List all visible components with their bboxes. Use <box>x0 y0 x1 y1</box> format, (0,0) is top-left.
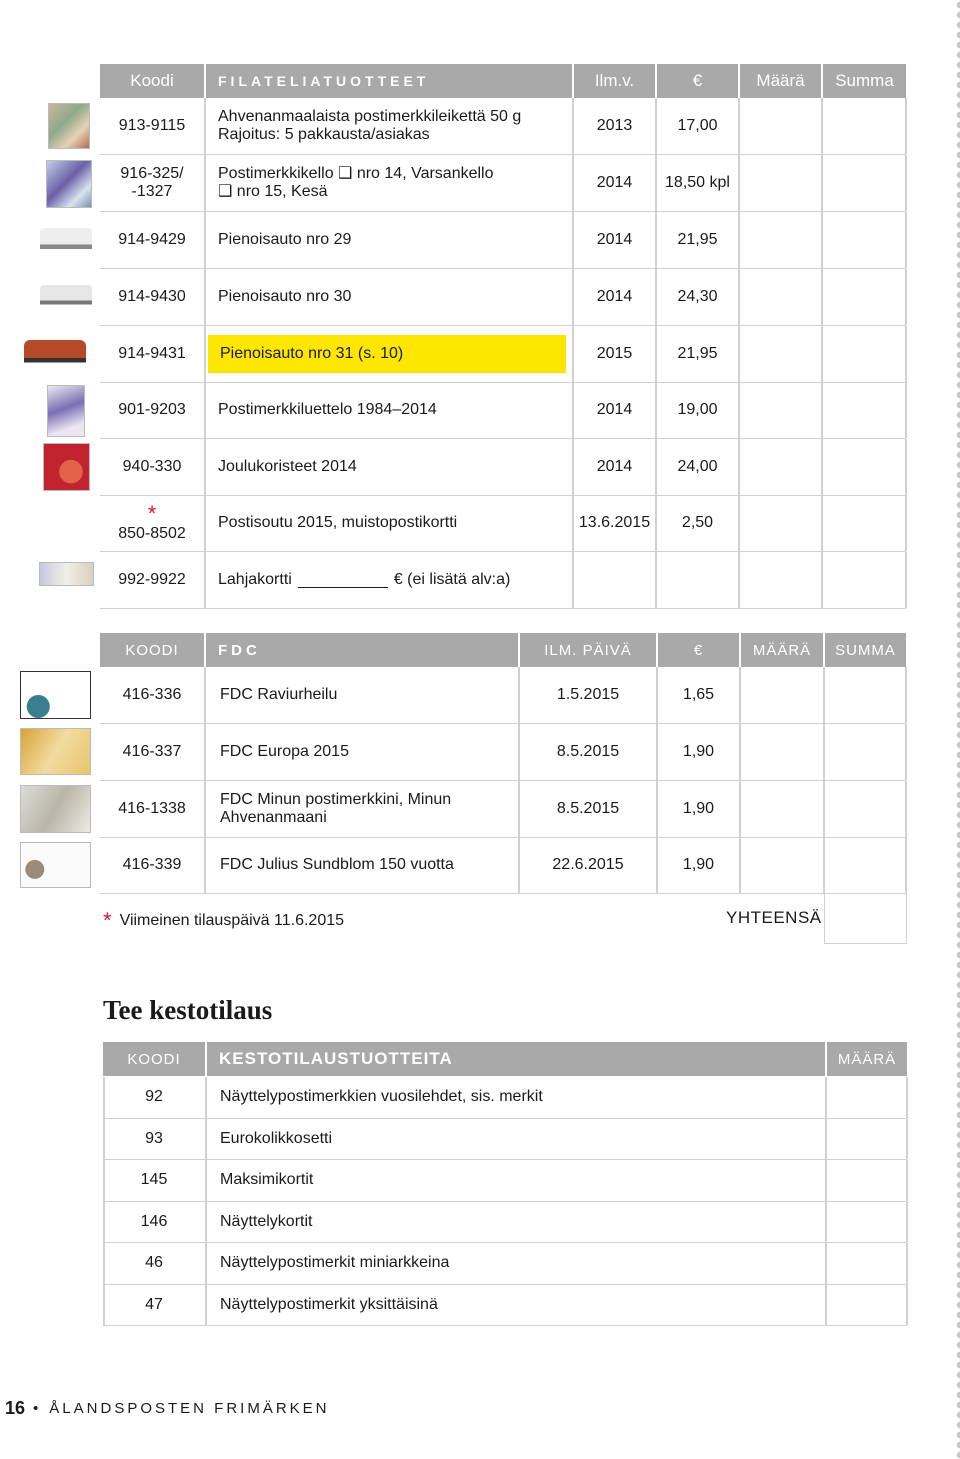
quantity-field[interactable] <box>741 781 823 837</box>
fdc-horse-racing-image <box>20 671 91 719</box>
fdc-price: 1,65 <box>682 685 715 703</box>
subscription-code: 146 <box>140 1212 168 1230</box>
header-sum: SUMMA <box>835 641 896 659</box>
page-footer <box>5 1398 330 1419</box>
table-row <box>100 326 906 383</box>
product-name: Postimerkkiluettelo 1984–2014 <box>218 400 437 418</box>
header-quantity: Määrä <box>756 71 805 90</box>
gift-card-label: Lahjakortti <box>218 570 292 588</box>
sum-field[interactable] <box>823 382 906 438</box>
order-deadline-text: Viimeinen tilauspäivä 11.6.2015 <box>119 912 345 929</box>
product-name-line1: Ahvenanmaalaista postimerkkileikettä 50 g <box>218 107 522 125</box>
quantity-field[interactable] <box>740 552 821 608</box>
product-code: 901-9203 <box>118 400 186 418</box>
product-code: 913-9115 <box>118 116 186 134</box>
sum-field[interactable] <box>825 667 906 723</box>
product-name: Joulukoristeet 2014 <box>218 457 357 475</box>
sum-field[interactable] <box>825 781 906 837</box>
header-quantity: MÄÄRÄ <box>752 641 812 659</box>
sum-field[interactable] <box>823 155 906 211</box>
fdc-code: 416-337 <box>122 742 182 760</box>
product-name-line1: Postimerkkikello ❑ nro 14, Varsankello <box>218 164 494 182</box>
header-issue-year: Ilm.v. <box>594 71 635 90</box>
fdc-name: FDC Julius Sundblom 150 vuotta <box>220 855 454 873</box>
sum-field[interactable] <box>823 98 906 154</box>
table-row <box>100 98 906 155</box>
product-name-line2: ❑ nro 15, Kesä <box>218 183 328 200</box>
subscription-code: 46 <box>145 1254 163 1272</box>
product-price: 19,00 <box>677 400 718 418</box>
fdc-name-line1: FDC Minun postimerkkini, Minun <box>220 790 452 808</box>
subscription-code: 92 <box>145 1088 163 1106</box>
stamp-catalogue-image <box>47 385 85 437</box>
product-price: 21,95 <box>677 344 718 362</box>
fdc-name: FDC Raviurheilu <box>220 685 338 703</box>
quantity-field[interactable] <box>740 212 821 268</box>
product-name <box>218 98 572 154</box>
product-price <box>657 552 738 608</box>
quantity-field[interactable] <box>827 1160 907 1201</box>
gift-card-amount-field[interactable] <box>298 572 388 588</box>
table-row <box>100 724 906 781</box>
header-price: € <box>692 71 703 90</box>
subscription-name: Näyttelypostimerkit miniarkkeina <box>220 1254 450 1272</box>
table-row <box>100 382 906 439</box>
header-price: € <box>693 641 704 659</box>
header-name: FILATELIATUOTTEET <box>218 73 430 89</box>
product-year: 13.6.2015 <box>578 513 651 531</box>
table-row <box>103 1285 907 1327</box>
quantity-field[interactable] <box>740 155 821 211</box>
subscription-name: Näyttelypostimerkit yksittäisinä <box>220 1295 438 1313</box>
fdc-code: 416-1338 <box>118 799 186 817</box>
table-row <box>103 1077 907 1119</box>
product-code-text: 850-8502 <box>118 524 186 542</box>
quantity-field[interactable] <box>740 269 821 325</box>
fdc-sundblom-image <box>20 842 91 888</box>
product-code: 940-330 <box>122 457 182 475</box>
quantity-field[interactable] <box>740 439 821 495</box>
product-code <box>100 155 204 211</box>
fdc-name: FDC Europa 2015 <box>220 742 349 760</box>
page-number: 16 <box>5 1398 26 1418</box>
fdc-europa-image <box>20 728 91 775</box>
highlighted-product-name: Pienoisauto nro 31 (s. 10) <box>208 335 566 373</box>
products-header <box>100 64 906 98</box>
subscription-code: 93 <box>145 1129 163 1147</box>
model-car-30-image <box>40 285 92 313</box>
quantity-field[interactable] <box>740 382 821 438</box>
table-row <box>100 155 906 212</box>
fdc-date: 1.5.2015 <box>556 685 620 703</box>
header-sum: Summa <box>835 71 894 90</box>
product-code <box>100 495 204 551</box>
fdc-name <box>220 781 518 837</box>
sum-field[interactable] <box>825 724 906 780</box>
table-row <box>100 495 906 552</box>
quantity-field[interactable] <box>827 1243 907 1284</box>
fdc-code: 416-336 <box>122 685 182 703</box>
fdc-price: 1,90 <box>682 742 715 760</box>
product-name: Pienoisauto nro 30 <box>218 287 352 305</box>
sum-field[interactable] <box>823 495 906 551</box>
table-row <box>100 439 906 496</box>
subscription-header <box>103 1042 907 1076</box>
header-quantity: MÄÄRÄ <box>837 1050 897 1068</box>
product-code-line2: -1327 <box>131 183 173 200</box>
quantity-field[interactable] <box>741 667 823 723</box>
total-label: YHTEENSÄ <box>726 908 822 927</box>
product-price: 21,95 <box>677 230 718 248</box>
stamp-clippings-image <box>48 103 90 149</box>
product-year <box>574 552 655 608</box>
subscription-name: Näyttelykortit <box>220 1212 313 1230</box>
product-price: 18,50 kpl <box>665 173 730 191</box>
product-code: 914-9431 <box>118 344 186 362</box>
quantity-field[interactable] <box>740 326 821 382</box>
sum-field[interactable] <box>825 837 906 893</box>
product-year: 2015 <box>596 344 633 362</box>
deadline-star-icon: * <box>103 908 112 933</box>
product-code: 914-9430 <box>118 287 186 305</box>
table-row <box>100 552 906 609</box>
fdc-date: 8.5.2015 <box>556 742 620 760</box>
subscription-code: 47 <box>145 1295 163 1313</box>
quantity-field[interactable] <box>740 98 821 154</box>
sum-field[interactable] <box>823 439 906 495</box>
header-code: KOODI <box>125 641 179 659</box>
quantity-field[interactable] <box>827 1285 907 1326</box>
product-name <box>218 552 572 608</box>
quantity-field[interactable] <box>740 495 821 551</box>
quantity-field[interactable] <box>827 1077 907 1118</box>
table-row <box>103 1202 907 1244</box>
product-name: Postisoutu 2015, muistopostikortti <box>218 513 458 531</box>
subscription-title: Tee kestotilaus <box>103 995 273 1025</box>
stamp-clock-image <box>46 160 92 208</box>
fdc-header <box>100 633 906 667</box>
product-year: 2014 <box>596 400 633 418</box>
quantity-field[interactable] <box>827 1119 907 1160</box>
product-price: 24,30 <box>677 287 718 305</box>
fdc-code: 416-339 <box>122 855 182 873</box>
header-code: Koodi <box>130 71 174 90</box>
product-price: 24,00 <box>677 457 718 475</box>
product-name-line2: Rajoitus: 5 pakkausta/asiakas <box>218 126 430 143</box>
model-car-31-image <box>24 340 86 368</box>
product-code-line1: 916-325/ <box>120 164 184 182</box>
table-row <box>103 1119 907 1161</box>
fdc-my-stamp-image <box>20 785 91 833</box>
product-name <box>218 326 572 382</box>
quantity-field[interactable] <box>827 1202 907 1243</box>
footer-separator: • <box>33 1400 42 1417</box>
product-year: 2013 <box>596 116 633 134</box>
product-code: 992-9922 <box>118 570 186 588</box>
product-year: 2014 <box>596 457 633 475</box>
subscription-name: Eurokolikkosetti <box>220 1129 333 1147</box>
total-sum-field[interactable] <box>824 893 907 944</box>
fdc-name-line2: Ahvenanmaani <box>220 809 327 826</box>
sum-field[interactable] <box>823 212 906 268</box>
header-name: KESTOTILAUSTUOTTEITA <box>219 1049 453 1068</box>
gift-card-suffix: € (ei lisätä alv:a) <box>393 570 511 588</box>
table-row <box>100 667 906 724</box>
sum-field[interactable] <box>823 552 906 608</box>
product-price: 2,50 <box>681 513 714 531</box>
product-name: Pienoisauto nro 29 <box>218 230 352 248</box>
quantity-field[interactable] <box>741 837 823 893</box>
fdc-date: 22.6.2015 <box>552 855 624 873</box>
product-year: 2014 <box>596 287 633 305</box>
table-row <box>100 269 906 326</box>
fdc-price: 1,90 <box>682 855 715 873</box>
sum-field[interactable] <box>823 326 906 382</box>
table-row <box>100 212 906 269</box>
quantity-field[interactable] <box>741 724 823 780</box>
product-name <box>218 155 572 211</box>
header-code: KOODI <box>127 1050 181 1068</box>
table-row <box>100 781 906 838</box>
subscription-code: 145 <box>140 1171 168 1189</box>
table-row <box>100 837 906 894</box>
table-row <box>103 1160 907 1202</box>
subscription-name: Maksimikortit <box>220 1171 314 1189</box>
christmas-ornaments-image <box>43 443 90 491</box>
subscription-name: Näyttelypostimerkkien vuosilehdet, sis. merkit <box>220 1088 543 1106</box>
gift-card-image <box>39 562 94 586</box>
product-code: 914-9429 <box>118 230 186 248</box>
fdc-date: 8.5.2015 <box>556 799 620 817</box>
sum-field[interactable] <box>823 269 906 325</box>
table-row <box>103 1243 907 1285</box>
fdc-price: 1,90 <box>682 799 715 817</box>
product-year: 2014 <box>596 230 633 248</box>
perforation-edge <box>952 0 960 1459</box>
product-year: 2014 <box>596 173 633 191</box>
product-price: 17,00 <box>677 116 718 134</box>
publication-name: ÅLANDSPOSTEN FRIMÄRKEN <box>49 1400 330 1417</box>
model-car-29-image <box>40 228 92 258</box>
order-deadline-note <box>103 910 344 932</box>
deadline-star-icon: * <box>147 500 157 526</box>
header-issue-date: ILM. PÄIVÄ <box>544 641 632 659</box>
header-name: FDC <box>218 641 261 659</box>
